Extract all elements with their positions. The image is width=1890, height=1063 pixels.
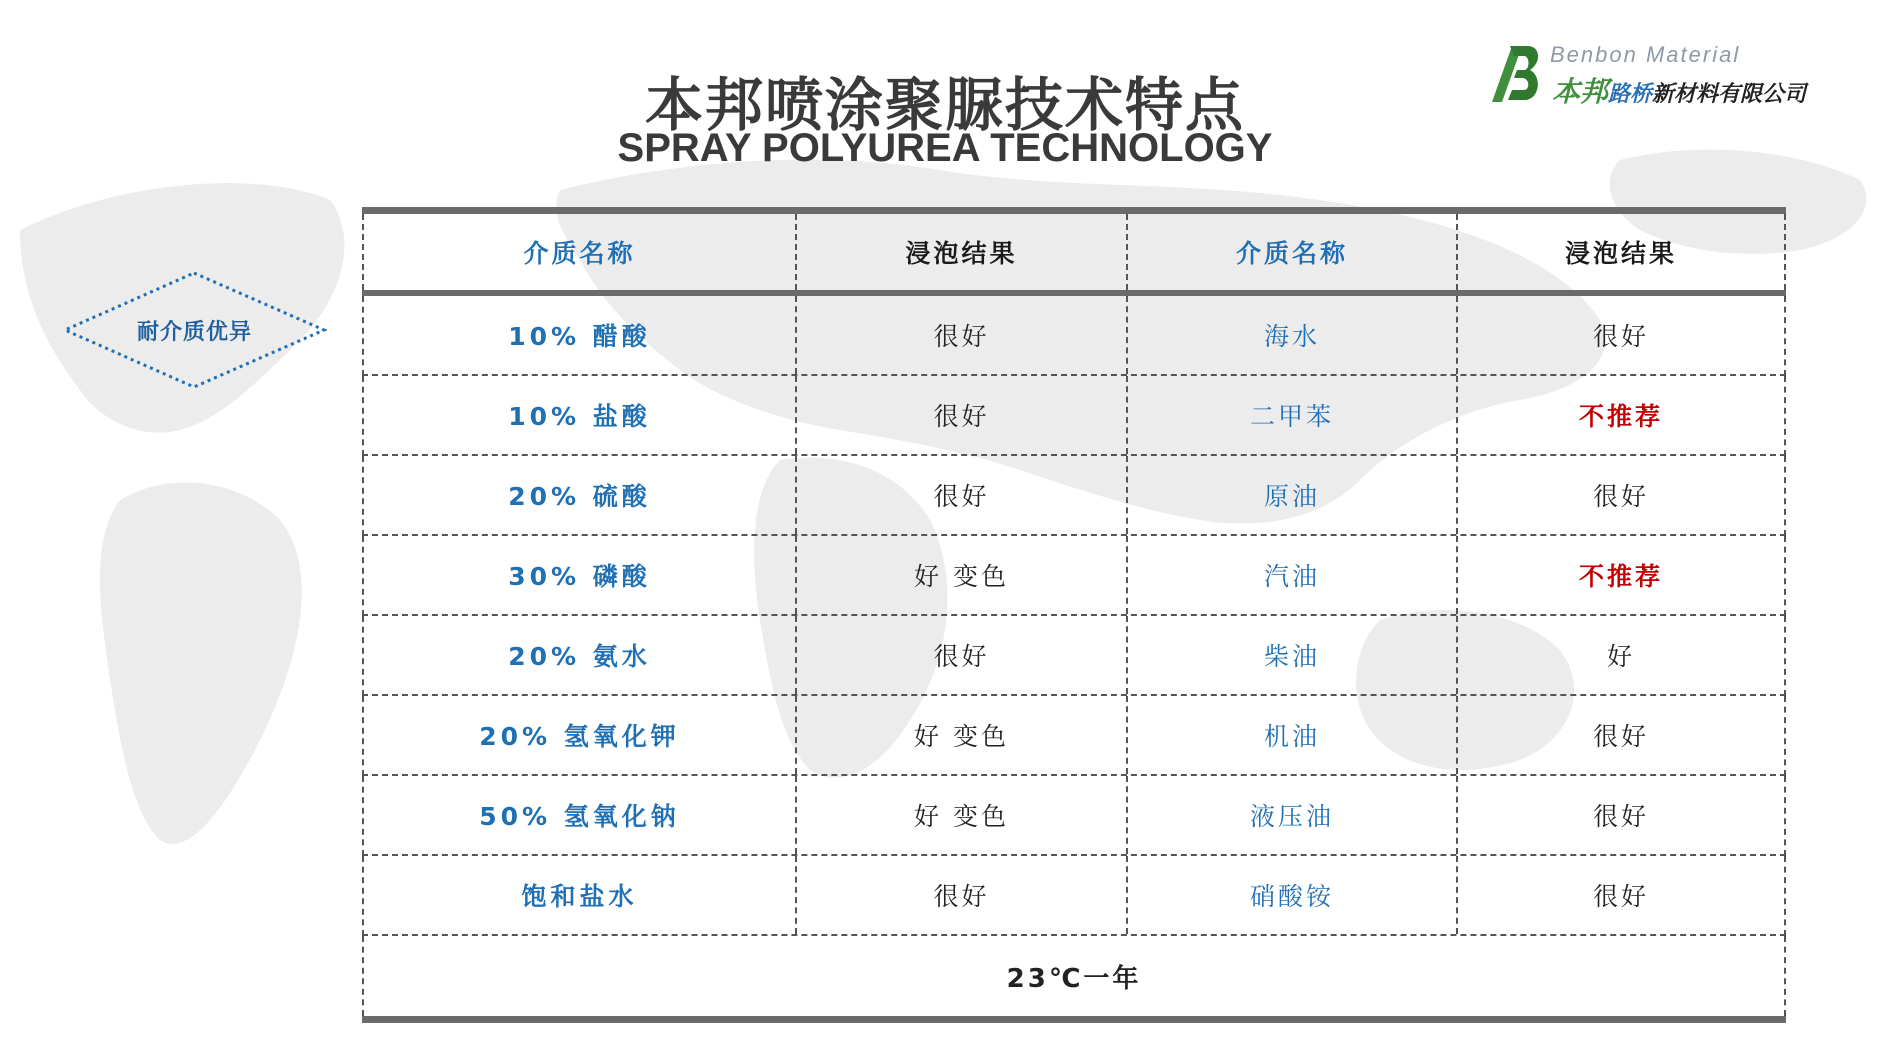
table-row [362,856,1786,936]
company-logo [1480,40,1890,106]
page-title: 本邦喷涂聚脲技术特点 [644,71,1245,139]
result-cell: 好 变色 [795,536,1126,614]
table-top-border [362,207,1786,214]
table-row [362,456,1786,536]
table-row [362,536,1786,616]
logo-zh-part3: 新材料有限公司 [1652,82,1807,107]
result-cell: 很好 [1456,696,1784,774]
table-row [362,776,1786,856]
table-row [362,296,1786,376]
logo-chinese-name [1552,70,1806,110]
medium-cell: 柴油 [1126,616,1456,694]
table-footer-row [362,936,1786,1016]
medium-cell: 30% 磷酸 [508,562,651,591]
logo-zh-part2: 路桥 [1608,82,1653,107]
table-bottom-border [362,1016,1786,1023]
medium-cell: 饱和盐水 [521,882,638,911]
medium-cell: 汽油 [1126,536,1456,614]
media-resistance-table [362,207,1786,1023]
result-cell: 很好 [795,296,1126,374]
column-header-medium-2: 介质名称 [1126,214,1456,290]
medium-cell: 机油 [1126,696,1456,774]
side-label: 耐介质优异 [136,319,252,345]
medium-cell: 海水 [1126,296,1456,374]
result-cell: 好 变色 [795,696,1126,774]
table-row [362,696,1786,776]
medium-cell: 硝酸铵 [1126,856,1456,934]
result-cell: 很好 [1456,456,1784,534]
medium-cell: 液压油 [1126,776,1456,854]
medium-cell: 原油 [1126,456,1456,534]
table-row [362,616,1786,696]
logo-zh-part1: 本邦 [1552,75,1609,108]
medium-cell: 20% 氢氧化钾 [479,722,680,751]
company-logo-mark-icon [1488,42,1544,104]
medium-cell: 50% 氢氧化钠 [479,802,680,831]
result-cell: 很好 [795,856,1126,934]
table-header-row [362,214,1786,290]
column-header-result-2: 浸泡结果 [1456,214,1784,290]
result-cell: 很好 [795,616,1126,694]
medium-cell: 10% 盐酸 [508,402,651,431]
medium-cell: 二甲苯 [1126,376,1456,454]
logo-english-name: Benbon Material [1550,42,1741,67]
result-cell: 很好 [1456,776,1784,854]
test-condition-note: 23℃一年 [1006,963,1142,994]
result-cell: 很好 [1456,296,1784,374]
medium-cell: 20% 硫酸 [508,482,651,511]
page-subtitle: SPRAY POLYUREA TECHNOLOGY [617,126,1273,170]
result-cell-not-recommended: 不推荐 [1456,536,1784,614]
result-cell-not-recommended: 不推荐 [1456,376,1784,454]
result-cell: 很好 [795,376,1126,454]
result-cell: 很好 [1456,856,1784,934]
table-row [362,376,1786,456]
result-cell: 很好 [795,456,1126,534]
column-header-medium-1: 介质名称 [523,239,636,268]
medium-cell: 10% 醋酸 [508,322,651,351]
result-cell: 好 [1456,616,1784,694]
result-cell: 好 变色 [795,776,1126,854]
medium-cell: 20% 氨水 [508,642,651,671]
column-header-result-1: 浸泡结果 [795,214,1126,290]
